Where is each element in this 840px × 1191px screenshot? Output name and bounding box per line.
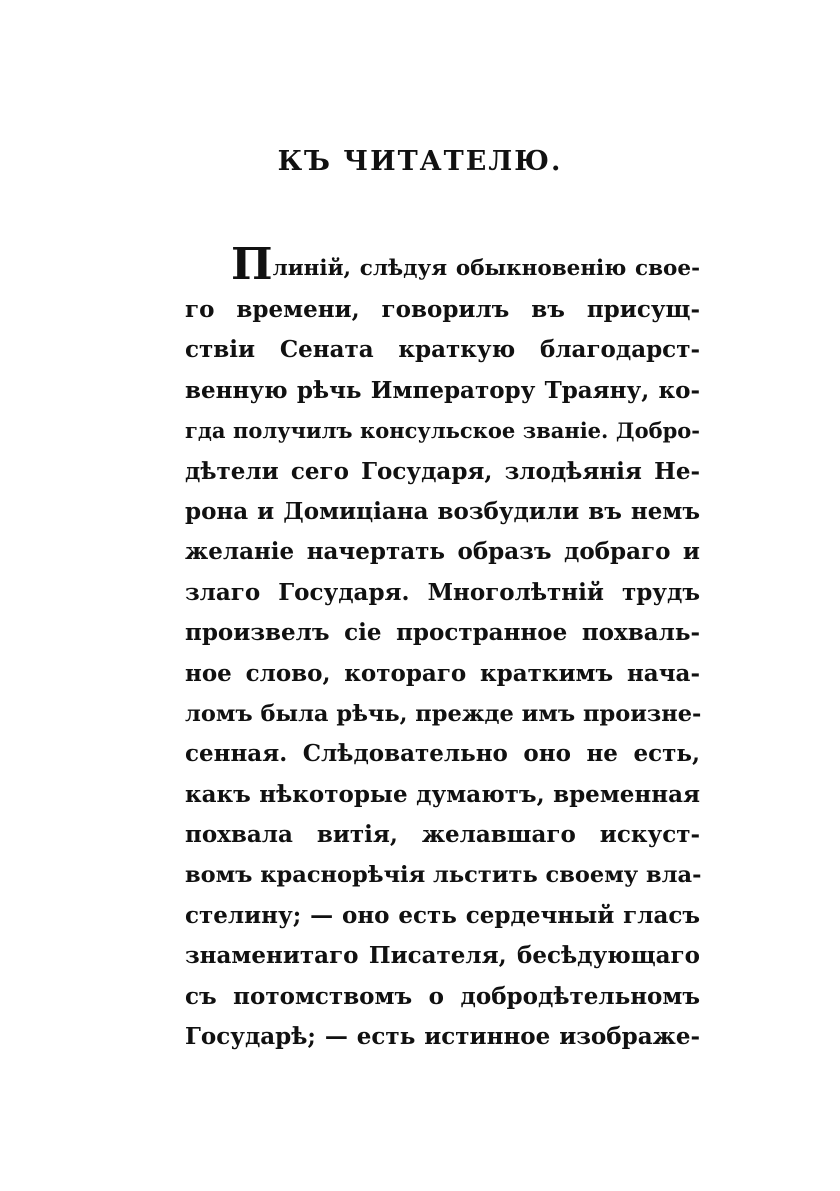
text-line-15: похвала витія, желавшаго искуст-: [185, 821, 700, 849]
text-line-3: ствіи Сената краткую благодарст-: [185, 336, 700, 364]
text-line-20: Государѣ; — есть истинное изображе-: [185, 1023, 700, 1051]
text-line-8: желаніе начертать образъ добраго и: [185, 538, 700, 566]
text-line-16: вомъ краснорѣчія льстить своему вла-: [185, 862, 702, 889]
drop-cap: П: [231, 239, 273, 290]
first-line-text: линій, слѣдуя обыкновенію свое-: [272, 256, 700, 281]
text-line-18: знаменитаго Писателя, бесѣдующаго: [185, 942, 700, 970]
text-line-7: рона и Домиціана возбудили въ немъ: [185, 497, 700, 525]
text-line-6: дѣтели сего Государя, злодѣянія Не-: [185, 457, 700, 485]
body-text: [185, 240, 700, 1057]
text-line-2: го времени, говорилъ въ присущ-: [185, 296, 700, 323]
text-line-19: съ потомствомъ о добродѣтельномъ: [185, 982, 700, 1010]
text-line-1: [185, 240, 700, 290]
page-title: КЪ ЧИТАТЕЛЮ.: [277, 146, 563, 177]
text-line-17: стелину; — оно есть сердечный гласъ: [185, 901, 700, 929]
text-line-9: злаго Государя. Многолѣтній трудъ: [185, 578, 700, 606]
text-line-12: ломъ была рѣчь, прежде имъ произне-: [185, 700, 702, 727]
text-line-14: какъ нѣкоторые думаютъ, временная: [185, 780, 700, 808]
text-line-5: гда получилъ консульское званіе. Добро-: [185, 418, 700, 444]
text-line-10: произвелъ сіе пространное похваль-: [185, 619, 700, 647]
text-line-4: венную рѣчь Императору Траяну, ко-: [185, 376, 700, 404]
text-line-13: сенная. Слѣдовательно оно не есть,: [185, 740, 700, 768]
text-line-11: ное слово, котораго краткимъ нача-: [185, 659, 700, 687]
